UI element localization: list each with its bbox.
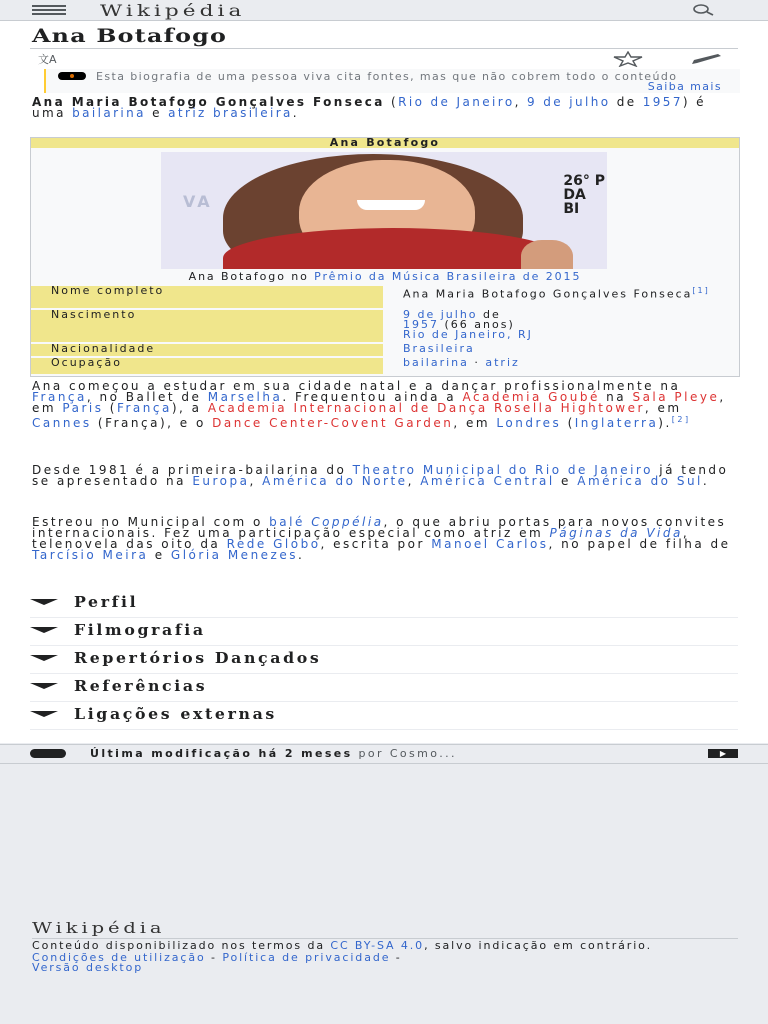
text: DA [563, 187, 586, 203]
text: por Cosmo... [352, 747, 457, 760]
text: , [249, 474, 263, 488]
link-america-central[interactable]: América Central [420, 474, 555, 488]
link-rede-globo[interactable]: Rede Globo [226, 537, 321, 551]
text: Ana começou a estudar em sua cidade natal e a dançar profissionalmente na [32, 379, 681, 393]
body-paragraph-2 [32, 465, 737, 487]
last-modified-text [90, 747, 457, 760]
redlink-academia-rosella[interactable]: Academia Internacional de Dança Rosella Hightower [207, 401, 645, 415]
link-cannes[interactable]: Cannes [32, 416, 92, 430]
link-atriz[interactable]: atriz [485, 356, 520, 369]
link-america-do-sul[interactable]: América do Sul [577, 474, 703, 488]
infobox-label: Ocupação [31, 358, 383, 374]
infobox-label: Nascimento [31, 310, 383, 342]
section-heading: Filmografia [74, 621, 206, 639]
section-ligacoes-externas[interactable] [30, 703, 738, 730]
chevron-down-icon [30, 627, 58, 633]
ref-1[interactable]: [1] [692, 286, 710, 295]
text: , [514, 95, 528, 109]
link-premio-musica[interactable]: Prêmio da Música Brasileira de 2015 [314, 270, 582, 283]
photo-caption [31, 270, 739, 283]
text: ( [384, 95, 399, 109]
menu-icon[interactable] [32, 5, 66, 15]
link-atriz-brasileira[interactable]: atriz brasileira [168, 106, 293, 120]
infobox-title: Ana Botafogo [31, 138, 739, 148]
text: , o que abriu portas para novos convites internacionais. Fez uma participação especial como atriz em [32, 515, 727, 540]
text: - [390, 951, 402, 964]
link-gloria-menezes[interactable]: Glória Menezes [170, 548, 298, 562]
photo-arm [521, 240, 573, 269]
text: . [292, 106, 300, 120]
link-brasileira[interactable]: Brasileira [403, 342, 475, 355]
section-heading: Ligações externas [74, 705, 277, 723]
text: , em [453, 416, 497, 430]
link-londres[interactable]: Londres [496, 416, 562, 430]
link-theatro-municipal[interactable]: Theatro Municipal do Rio de Janeiro [352, 463, 653, 477]
article-page [0, 21, 768, 743]
link-birthdate[interactable]: 9 de julho [403, 308, 478, 321]
link-terms[interactable]: Condições de utilização [32, 951, 206, 964]
text: Páginas da Vida [549, 526, 683, 540]
text: ), a [171, 401, 208, 415]
infobox-value [385, 310, 739, 342]
footer [32, 918, 738, 973]
infobox-value [385, 286, 739, 308]
text: , em [32, 390, 726, 415]
text: Estreou no Municipal com o [32, 515, 270, 529]
text: · [468, 356, 486, 369]
text: 26° P [563, 173, 605, 189]
photo-backdrop-text-left: VA [183, 192, 213, 211]
text: de [610, 95, 643, 109]
notice-text: Esta biografia de uma pessoa viva cita fontes, mas que não cobrem todo o conteúdo [96, 70, 678, 83]
text: , escrita por [320, 537, 432, 551]
lead-paragraph [32, 97, 737, 119]
clock-icon [30, 749, 66, 758]
title-divider [30, 48, 738, 49]
link-tarcisio-meira[interactable]: Tarcísio Meira [32, 548, 149, 562]
search-icon[interactable] [692, 4, 714, 16]
wikipedia-wordmark[interactable]: Wikipédia [100, 1, 246, 20]
text: (França), e o [91, 416, 213, 430]
svg-text:文A: 文A [38, 53, 57, 65]
text: BI [563, 201, 580, 217]
text: Conteúdo disponibilizado nos termos da [32, 939, 331, 952]
text: de [477, 308, 501, 321]
link-cc-by-sa[interactable]: CC BY-SA 4.0 [330, 939, 425, 952]
link-europa[interactable]: Europa [192, 474, 250, 488]
notice-learn-more-link[interactable]: Saiba mais [647, 80, 722, 93]
link-rio-de-janeiro[interactable]: Rio de Janeiro [398, 95, 515, 109]
text: Desde 1981 é a primeira-bailarina do [32, 463, 353, 477]
text: já tendo se apresentado na [32, 463, 729, 488]
redlink-sala-pleye[interactable]: Sala Pleye [632, 390, 720, 404]
link-bale[interactable]: balé [269, 515, 312, 529]
infobox-row-nacionalidade [31, 344, 739, 356]
language-icon[interactable] [38, 53, 78, 65]
section-repertorios[interactable] [30, 647, 738, 674]
infobox-value [385, 358, 739, 374]
top-bar [0, 0, 768, 21]
text: na [599, 390, 633, 404]
text: ). [658, 416, 672, 430]
text: e [145, 106, 169, 120]
text: Ana Botafogo no [188, 270, 315, 283]
watch-star-icon[interactable] [612, 51, 644, 67]
text: , no Ballet de [86, 390, 208, 404]
redlink-academia-goube[interactable]: Academia Goubé [462, 390, 600, 404]
text: . [702, 474, 710, 488]
portrait-photo[interactable] [161, 152, 607, 269]
subject-full-name: Ana Maria Botafogo Gonçalves Fonseca [32, 95, 385, 109]
text: (66 anos) [439, 318, 515, 331]
text: , no papel de filha de [548, 537, 731, 551]
chevron-down-icon [30, 655, 58, 661]
page-title: Ana Botafogo [32, 25, 228, 47]
last-modified-bar[interactable] [0, 744, 768, 764]
link-inglaterra[interactable]: Inglaterra [574, 416, 659, 430]
text: , em [644, 401, 682, 415]
chevron-down-icon [30, 599, 58, 605]
issue-notice[interactable] [44, 69, 740, 93]
link-birthdate[interactable]: 9 de julho [527, 95, 611, 109]
link-paris[interactable]: Paris [62, 401, 104, 415]
body-paragraph-3 [32, 517, 737, 561]
link-birth-year[interactable]: 1957 [642, 95, 683, 109]
link-bailarina[interactable]: bailarina [403, 356, 469, 369]
link-america-do-norte[interactable]: América do Norte [262, 474, 408, 488]
photo-backdrop-text-right [563, 174, 605, 216]
chevron-right-icon[interactable]: ▶ [708, 749, 738, 758]
infobox-row-ocupacao [31, 358, 739, 374]
link-franca-2[interactable]: França [116, 401, 172, 415]
text: Coppélia [311, 515, 384, 529]
text: Ana Maria Botafogo Gonçalves Fonseca [403, 287, 693, 301]
link-desktop-version[interactable]: Versão desktop [32, 961, 144, 974]
link-birth-year[interactable]: 1957 [403, 318, 439, 331]
redlink-dance-center[interactable]: Dance Center-Covent Garden [212, 416, 454, 430]
link-marselha[interactable]: Marselha [207, 390, 283, 404]
edit-pencil-icon[interactable] [690, 53, 724, 65]
infobox-value [385, 344, 739, 356]
infobox-row-nome [31, 286, 739, 308]
chevron-down-icon [30, 683, 58, 689]
infobox [30, 137, 740, 377]
text: . Frequentou ainda a [282, 390, 463, 404]
link-manoel-carlos[interactable]: Manoel Carlos [431, 537, 549, 551]
footer-links [32, 953, 738, 973]
link-bailarina[interactable]: bailarina [72, 106, 146, 120]
ref-2[interactable]: [2] [671, 415, 691, 424]
link-franca[interactable]: França [32, 390, 87, 404]
section-heading: Referências [74, 677, 208, 695]
photo-smile [357, 200, 425, 210]
body-paragraph-1 [32, 381, 737, 429]
warning-icon [58, 72, 86, 80]
infobox-label: Nome completo [31, 286, 383, 308]
license-text [32, 941, 738, 951]
text: , telenovela das oito da [32, 526, 690, 551]
footer-wordmark: Wikipédia [32, 919, 166, 937]
text: , [407, 474, 421, 488]
section-perfil[interactable] [30, 591, 738, 618]
infobox-label: Nacionalidade [31, 344, 383, 356]
link-birthplace[interactable]: Rio de Janeiro, RJ [403, 328, 533, 341]
section-filmografia[interactable] [30, 619, 738, 646]
link-privacy[interactable]: Política de privacidade [222, 951, 391, 964]
text: , salvo indicação em contrário. [424, 939, 653, 952]
text: . [298, 548, 305, 562]
text: ) é uma [32, 95, 706, 120]
text: ( [561, 416, 575, 430]
section-heading: Repertórios Dançados [74, 649, 322, 667]
text: ( [103, 401, 117, 415]
text: Última modificação há 2 meses [90, 747, 353, 760]
text: - [205, 951, 223, 964]
infobox-row-nascimento [31, 310, 739, 342]
text: e [148, 548, 171, 562]
text: e [554, 474, 578, 488]
section-referencias[interactable] [30, 675, 738, 702]
section-heading: Perfil [74, 593, 139, 611]
chevron-down-icon [30, 711, 58, 717]
